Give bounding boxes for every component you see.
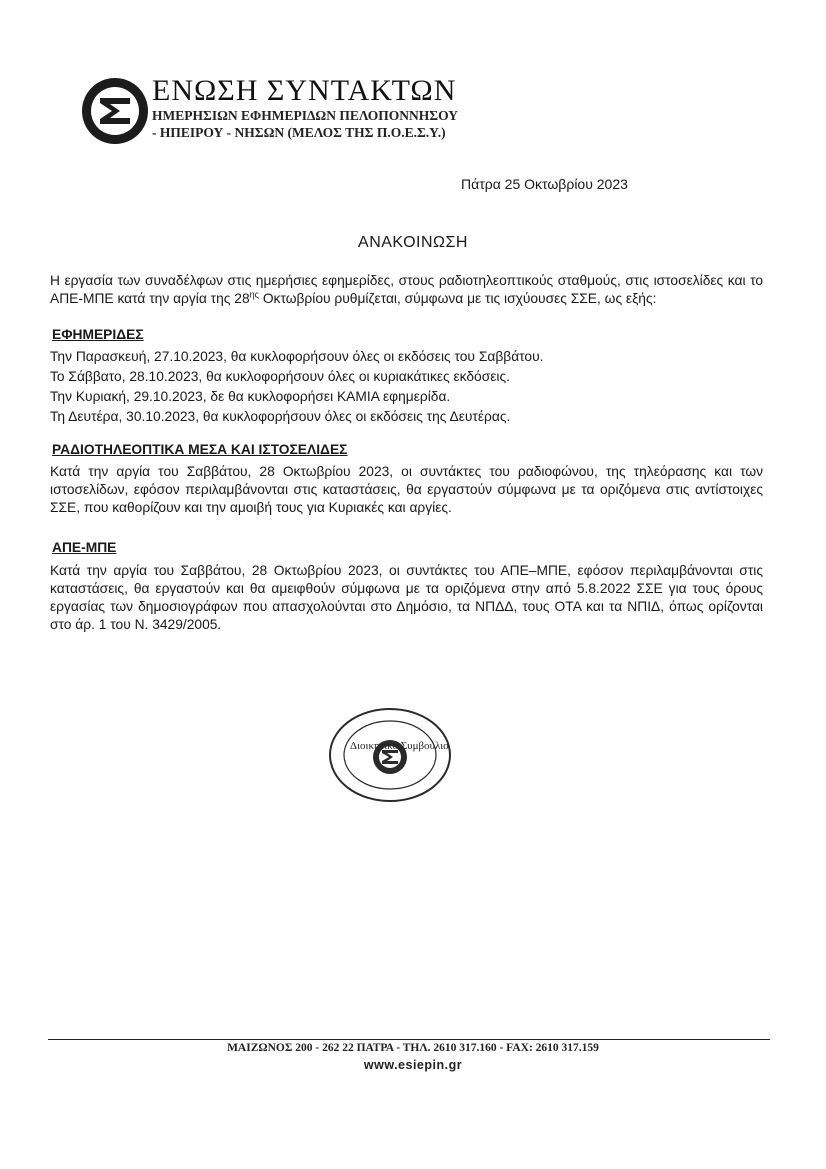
signature-text: Διοικητικό Συμβούλιο bbox=[350, 740, 449, 752]
footer-address: ΜΑΙΖΩΝΟΣ 200 - 262 22 ΠΑΤΡΑ - ΤΗΛ. 2610 317.160 - FAX: 2610 317.159 bbox=[227, 1042, 599, 1054]
newspaper-line: Την Κυριακή, 29.10.2023, δε θα κυκλοφορήσει ΚΑΜΙΑ εφημερίδα. bbox=[50, 389, 451, 404]
footer-divider bbox=[48, 1039, 770, 1040]
broadcast-paragraph: Κατά την αργία του Σαββάτου, 28 Οκτωβρίου 2023, οι συντάκτες του ραδιοφώνου, της τηλεόρασης και των ιστοσελίδων, εφόσον περιλαμβάνονται στις καταστάσεις, θα εργαστούν σύμφωνα με τα οριζόμενα στις αντίστοιχες ΣΣΕ, που καθορίζουν και την αμοιβή τους για Κυριακές και αργίες. bbox=[50, 464, 763, 515]
document-title: ΑΝΑΚΟΙΝΩΣΗ bbox=[358, 234, 468, 251]
organization-title: ΕΝΩΣΗ ΣΥΝΤΑΚΤΩΝ bbox=[152, 74, 457, 107]
official-stamp-icon bbox=[325, 705, 455, 805]
newspaper-line: Το Σάββατο, 28.10.2023, θα κυκλοφορήσουν όλες οι κυριακάτικες εκδόσεις. bbox=[50, 369, 510, 384]
organization-subtitle: ΗΜΕΡΗΣΙΩΝ ΕΦΗΜΕΡΙΔΩΝ ΠΕΛΟΠΟΝΝΗΣΟΥ bbox=[152, 108, 458, 123]
union-logo-icon bbox=[80, 76, 150, 146]
document-date: Πάτρα 25 Οκτωβρίου 2023 bbox=[461, 176, 628, 192]
section-heading-ape-mpe: ΑΠΕ-ΜΠΕ bbox=[52, 540, 117, 555]
section-heading-broadcast: ΡΑΔΙΟΤΗΛΕΟΠΤΙΚΑ ΜΕΣΑ ΚΑΙ ΙΣΤΟΣΕΛΙΔΕΣ bbox=[52, 442, 348, 457]
section-heading-newspapers: ΕΦΗΜΕΡΙΔΕΣ bbox=[52, 327, 144, 342]
newspaper-line: Την Παρασκευή, 27.10.2023, θα κυκλοφορήσουν όλες οι εκδόσεις του Σαββάτου. bbox=[50, 349, 544, 364]
footer-website: www.esiepin.gr bbox=[363, 1058, 463, 1072]
newspaper-line: Τη Δευτέρα, 30.10.2023, θα κυκλοφορήσουν όλες οι εκδόσεις της Δευτέρας. bbox=[50, 409, 511, 424]
ape-mpe-paragraph: Κατά την αργία του Σαββάτου, 28 Οκτωβρίου 2023, οι συντάκτες του ΑΠΕ–ΜΠΕ, εφόσον περιλαμβάνονται στις καταστάσεις, θα εργαστούν και θα αμειφθούν σύμφωνα με τα οριζόμενα στην από 5.8.2022 ΣΣΕ για τους όρους εργασίας των δημοσιογράφων που απασχολούνται στο Δημόσιο, τα ΝΠΔΔ, τους ΟΤΑ και τα ΝΠΙΔ, όπως ορίζονται στο άρ. 1 του Ν. 3429/2005. bbox=[50, 563, 763, 632]
intro-paragraph: Η εργασία των συναδέλφων στις ημερήσιες εφημερίδες, στους ραδιοτηλεοπτικούς σταθμούς, στις ιστοσελίδες και το ΑΠΕ-ΜΠΕ κατά την αργία της $28^{\eta\varsigma}$ Οκτωβρίου ρυθμίζεται, σύμφωνα με τις ισχύουσες ΣΣΕ, ως εξής: bbox=[50, 273, 763, 306]
ordinal-suffix: ης bbox=[249, 289, 259, 300]
organization-subtitle-2: - ΗΠΕΙΡΟΥ - ΝΗΣΩΝ (ΜΕΛΟΣ ΤΗΣ Π.Ο.Ε.Σ.Υ.) bbox=[152, 125, 446, 140]
